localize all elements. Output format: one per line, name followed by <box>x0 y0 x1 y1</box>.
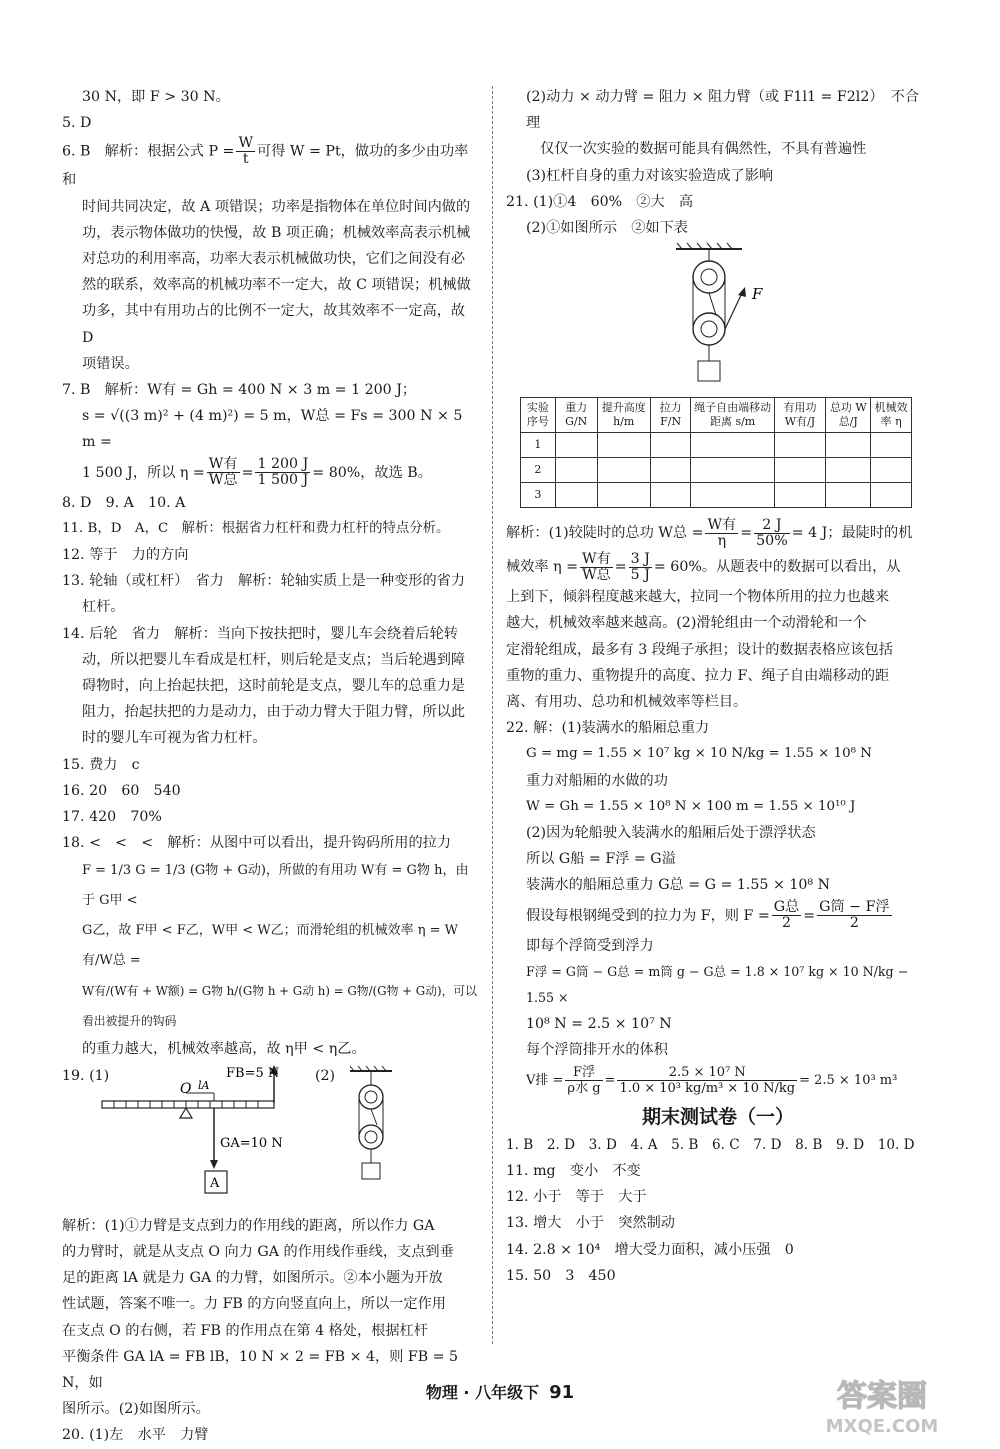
answer-line: 时的婴儿车可视为省力杠杆。 <box>82 730 267 747</box>
table-header-cell: 提升高度 h/m <box>597 398 650 433</box>
answer-line: 的力臂时，就是从支点 O 向力 GA 的作用线作垂线，支点到垂 <box>62 1243 454 1260</box>
exam-answer-15: 15. 50 3 450 <box>506 1267 616 1284</box>
table-cell <box>871 433 912 458</box>
answer-line: 足的距离 lA 就是力 GA 的力臂，如图所示。②本小题为开放 <box>62 1270 443 1287</box>
arrow-up-icon <box>738 287 746 297</box>
table-cell <box>871 483 912 508</box>
answer-11: 11. B，D A，C 解析：根据省力杠杆和费力杠杆的特点分析。 <box>62 520 450 536</box>
answer-7: 7. B 解析：W有 = Gh = 400 N × 3 m = 1 200 J； <box>62 382 417 399</box>
answer-15: 15. 费力 c <box>62 756 140 773</box>
table-row <box>521 458 912 483</box>
table-header-cell: 重力 G/N <box>555 398 597 433</box>
table-cell <box>597 433 650 458</box>
figure-21 <box>506 241 930 391</box>
lever-bar <box>102 1101 274 1108</box>
table-cell <box>774 483 825 508</box>
answer-21: 21. (1)①4 60% ②大 高 <box>506 193 694 210</box>
answer-line: 假设每根钢绳受到的拉力为 F，则 F = $\frac{\text{G总}}{2}$ = $\frac{\text{G筒 − F浮}}{2}$ <box>526 899 890 932</box>
answer-line: 性试题，答案不唯一。力 FB 的方向竖直向上，所以一定作用 <box>62 1296 446 1313</box>
answer-line: 每个浮筒排开水的体积 <box>526 1042 668 1059</box>
answer-line: (2)因为轮船驶入装满水的船厢后处于漂浮状态 <box>526 825 816 842</box>
answer-line: W有/(W有 + W额) = G物 h/(G物 h + G动 h) = G物/(G物 + G动)，可以看出被提升的钩码 <box>82 984 477 1029</box>
table-cell <box>597 458 650 483</box>
table-row <box>521 483 912 508</box>
column-divider <box>492 86 493 1344</box>
table-cell <box>555 458 597 483</box>
exam-answer-14: 14. 2.8 × 10⁴ 增大受力面积，减小压强 0 <box>506 1241 794 1258</box>
answer-line: 1 500 J，所以 η = $\frac{\text{W有}}{\text{W总}}$ = $\frac{1 200 J}{1 500 J}$ = 80%，故选 B。 <box>82 456 432 489</box>
label-f: F <box>752 285 763 304</box>
answer-line: G = mg = 1.55 × 10⁷ kg × 10 N/kg = 1.55 × 10⁸ N <box>526 746 872 762</box>
exam-answers-1-10: 1. B 2. D 3. D 4. A 5. B 6. C 7. D 8. B 9. D 10. D <box>506 1136 915 1153</box>
table-cell <box>691 433 774 458</box>
answer-line: 上到下，倾斜程度越来越大，拉同一个物体所用的拉力也越来 <box>506 589 890 606</box>
table-cell: 1 <box>521 433 556 458</box>
exam-title: 期末测试卷（一） <box>641 1105 794 1128</box>
answer-line: 重力对船厢的水做的功 <box>526 772 668 789</box>
answer-22: 22. 解：(1)装满水的船厢总重力 <box>506 720 710 737</box>
table-row <box>521 433 912 458</box>
table-cell <box>774 433 825 458</box>
arrow-down-icon <box>210 1160 218 1169</box>
answer-19-part2: (2) <box>315 1067 336 1084</box>
answer-line: 所以 G船 = F浮 = G溢 <box>526 851 676 868</box>
answer-16: 16. 20 60 540 <box>62 782 181 799</box>
answer-line: 功多，其中有用功占的比例不一定大，故其效率不一定高，故 D <box>82 303 466 346</box>
answer-line: 在支点 O 的右侧，若 FB 的作用点在第 4 格处，根据杠杆 <box>62 1322 428 1339</box>
answer-line: 平衡条件 GA lA = FB lB，10 N × 2 = FB × 4，则 FB = 5 N，如 <box>62 1348 459 1391</box>
answer-line: 时间共同决定，故 A 项错误；功率是指物体在单位时间内做的 <box>82 198 471 215</box>
figure-19 <box>62 1063 480 1213</box>
answer-13: 13. 轮轴（或杠杆） 省力 解析：轮轴实质上是一种变形的省力 <box>62 573 466 590</box>
table-cell <box>650 458 691 483</box>
pulley-diagram-small <box>350 1066 392 1179</box>
label-ga: GA=10 N <box>220 1135 283 1151</box>
exam-answer-12: 12. 小于 等于 大于 <box>506 1189 647 1206</box>
answer-line: F = 1/3 G = 1/3 (G物 + G动)，所做的有用功 W有 = G物 h，由于 G甲 < <box>82 863 469 909</box>
answer-line: (3)杠杆自身的重力对该实验造成了影响 <box>526 167 774 184</box>
left-column <box>62 84 480 1449</box>
answer-line: 10⁸ N = 2.5 × 10⁷ N <box>526 1016 672 1033</box>
answer-line: F浮 = G筒 − G总 = m筒 g − G总 = 1.8 × 10⁷ kg × 10 N/kg − 1.55 × <box>526 963 909 1006</box>
table-cell <box>871 458 912 483</box>
answer-line: 装满水的船厢总重力 G总 = G = 1.55 × 10⁸ N <box>526 877 831 894</box>
table-cell <box>555 433 597 458</box>
label-a: A <box>210 1175 220 1191</box>
pulley-diagram <box>506 241 930 391</box>
page-number: 91 <box>549 1382 575 1403</box>
table-cell <box>826 433 871 458</box>
table-cell <box>597 483 650 508</box>
table-cell <box>774 458 825 483</box>
answer-19: 19. (1) <box>62 1067 110 1084</box>
answer-line: 离、有用功、总功和机械效率等栏目。 <box>506 694 748 711</box>
answer-line: 重物的重力、重物提升的高度、拉力 F、绳子自由端移动的距 <box>506 667 890 684</box>
table-cell <box>691 458 774 483</box>
exam-answer-11: 11. mg 变小 不变 <box>506 1163 641 1180</box>
answer-line: (2)动力 × 动力臂 = 阻力 × 阻力臂（或 F1l1 = F2l2） 不合理 <box>526 89 920 132</box>
answer-line: 图所示。(2)如图所示。 <box>62 1401 210 1418</box>
analysis-19: 解析：(1)①力臂是支点到力的作用线的距离，所以作力 GA <box>62 1217 435 1234</box>
answer-8-10: 8. D 9. A 10. A <box>62 494 186 511</box>
right-column <box>506 84 930 1289</box>
table-header-cell: 总功 W总/J <box>826 398 871 433</box>
table-header-cell: 实验序号 <box>521 398 556 433</box>
label-fb: FB=5 N <box>226 1065 280 1081</box>
table-cell <box>826 458 871 483</box>
answer-line: 碍物时，向上抬起扶把，这时前轮是支点，婴儿车的总重力是 <box>82 678 466 695</box>
answer-line: 功，表示物体做功的快慢，故 B 项正确；机械效率高表示机械 <box>82 224 471 241</box>
table-header-cell: 机械效率 η <box>871 398 912 433</box>
label-o: O <box>180 1080 192 1097</box>
answer-line: 对总功的利用率高，功率大表示机械做功快，它们之间没有必 <box>82 251 466 268</box>
table-cell <box>650 483 691 508</box>
watermark-logo <box>782 1370 982 1440</box>
table-cell <box>826 483 871 508</box>
analysis-21: 解析：(1)较陡时的总功 W总 = $\frac{\text{W有}}{\eta}$ = $\frac{2 J}{50\%}$ = 4 J；最陡时的机 <box>506 516 913 549</box>
label-la: lA <box>198 1078 210 1092</box>
table-cell <box>555 483 597 508</box>
answer-line: 杠杆。 <box>82 599 125 616</box>
answer-line: 然的联系，效率高的机械功率不一定大，故 C 项错误；机械做 <box>82 277 471 294</box>
answer-line: 越大，机械效率越来越高。(2)滑轮组由一个动滑轮和一个 <box>506 615 867 632</box>
answer-line: 30 N，即 F > 30 N。 <box>82 89 230 105</box>
svg-text:MXQE.COM: MXQE.COM <box>825 1416 939 1437</box>
experiment-table <box>520 397 912 508</box>
answer-line: (2)①如图所示 ②如下表 <box>526 220 688 237</box>
answer-12: 12. 等于 力的方向 <box>62 547 189 564</box>
answer-5: 5. D <box>62 115 92 132</box>
answer-line: 械效率 η = $\frac{\text{W有}}{\text{W总}}$ = $\frac{3 J}{5 J}$ = 60%。从题表中的数据可以看出，从 <box>506 550 901 583</box>
table-header-cell: 拉力 F/N <box>650 398 691 433</box>
table-cell <box>691 483 774 508</box>
answer-line: 的重力越大，机械效率越高，故 η甲 < η乙。 <box>82 1041 366 1058</box>
answer-line: s = √((3 m)² + (4 m)²) = 5 m，W总 = Fs = 300 N × 5 m = <box>82 408 463 451</box>
answer-line: 即每个浮筒受到浮力 <box>526 937 654 954</box>
answer-line: G乙，故 F甲 < F乙，W甲 < W乙；而滑轮组的机械效率 η = W有/W总 = <box>82 923 459 969</box>
table-header-cell: 有用功 W有/J <box>774 398 825 433</box>
answer-line: 仅仅一次实验的数据可能具有偶然性，不具有普遍性 <box>540 141 867 158</box>
answer-line: 阻力，抬起扶把的力是动力，由于动力臂大于阻力臂，所以此 <box>82 704 466 721</box>
answer-line: 动，所以把婴儿车看成是杠杆，则后轮是支点；当后轮遇到障 <box>82 651 466 668</box>
answer-line: 定滑轮组成，最多有 3 段绳子承担；设计的数据表格应该包括 <box>506 641 893 658</box>
answer-line: V排 = $\frac{\text{F浮}}{\text{ρ水 g}}$ = $\frac{\text{2.5 × 10⁷ N}}{\text{1.0 × 10³ kg/m³ × 10 N/kg}}$ = 2.5 × 10³ m³ <box>526 1064 898 1096</box>
subject-label: 物理 · 八年级下 <box>425 1383 540 1402</box>
answer-18: 18. < < < 解析：从图中可以看出，提升钩码所用的拉力 <box>62 835 452 852</box>
exam-answer-13: 13. 增大 小于 突然制动 <box>506 1215 675 1232</box>
answer-6: 6. B 解析：根据公式 P = $\frac{W}{t}$ 可得 W = Pt，做功的多少由功率和 <box>62 135 469 189</box>
lever-diagram <box>62 1063 480 1213</box>
table-header-cell: 绳子自由端移动距离 s/m <box>691 398 774 433</box>
answer-17: 17. 420 70% <box>62 809 162 826</box>
answer-line: W = Gh = 1.55 × 10⁸ N × 100 m = 1.55 × 10¹⁰ J <box>526 798 856 814</box>
answer-line: 项错误。 <box>82 355 139 372</box>
table-cell <box>650 433 691 458</box>
fulcrum-icon <box>180 1108 192 1118</box>
table-cell: 3 <box>521 483 556 508</box>
table-cell: 2 <box>521 458 556 483</box>
answer-14: 14. 后轮 省力 解析：当向下按扶把时，婴儿车会绕着后轮转 <box>62 625 458 642</box>
answer-20: 20. (1)左 水平 力臂 <box>62 1427 209 1444</box>
svg-text:答案圈: 答案圈 <box>837 1379 927 1414</box>
